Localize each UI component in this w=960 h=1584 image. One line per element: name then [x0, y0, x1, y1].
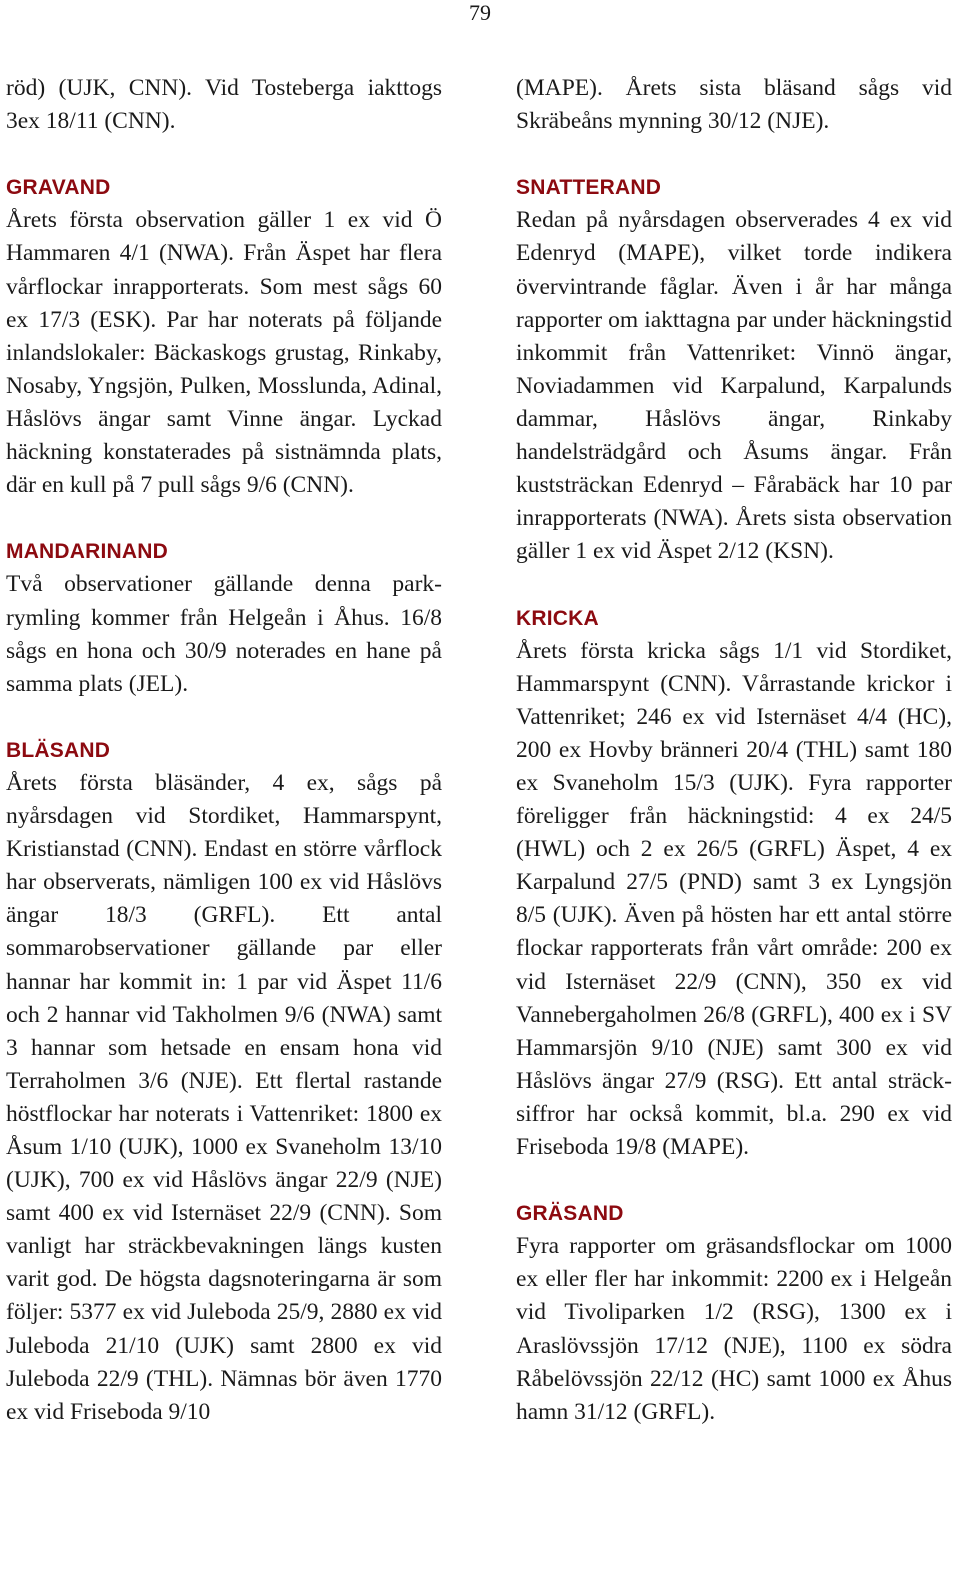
- page-number: 79: [469, 0, 491, 25]
- section-spacer: [6, 502, 442, 535]
- section-spacer: [6, 138, 442, 171]
- section-text-gravand: Årets första observation gäller 1 ex vid Ö Hammaren 4/1 (NWA). Från Äspet har flera vårflockar inrapporterats. Som mest sågs 60 ex 17/3 (ESK). Par har noterats på följande inlandslokaler: Bäckaskogs grustag, Rinkaby, Nosaby, Yngsjön, Pulken, Mosslunda, Adinal, Håslövs ängar samt Vinne ängar. Lyckad häckning konstaterades på sistnämnda plats, där en kull på 7 pull sågs 9/6 (CNN).: [6, 207, 442, 499]
- section-heading-blasand: BLÄSAND: [6, 738, 111, 762]
- section-spacer: [516, 138, 952, 171]
- right-column: [516, 72, 952, 1429]
- right-intro-paragraph: (MAPE). Årets sista bläsand sågs vid Skräbeåns mynning 30/12 (NJE).: [516, 75, 952, 135]
- section-spacer: [516, 1164, 952, 1197]
- section-text-snatterand: Redan på nyårsdagen observerades 4 ex vid Edenryd (MAPE), vilket torde indikera övervintrande fåglar. Även i år har många rapporter om iakttagna par under häckningstid inkommit från Vattenriket: Vinnö ängar, Noviadammen vid Karpalund, Karpalunds dammar, Håslövs ängar, Rinkaby handelsträdgård och Åsums ängar. Från kuststräckan Edenryd – Fårabäck har 10 par inrapporterats (NWA). Årets sista observation gäller 1 ex vid Äspet 2/12 (KSN).: [516, 207, 952, 565]
- section-spacer: [516, 568, 952, 601]
- section-heading-kricka: KRICKA: [516, 606, 599, 630]
- left-intro-paragraph: röd) (UJK, CNN). Vid Tosteberga iakttogs 3ex 18/11 (CNN).: [6, 75, 442, 135]
- section-heading-snatterand: SNATTERAND: [516, 176, 662, 200]
- section-spacer: [6, 701, 442, 734]
- left-column: [6, 72, 442, 1429]
- section-heading-grasand: GRÄSAND: [516, 1202, 624, 1226]
- section-text-mandarinand: Två observationer gällande denna parkrymling kommer från Helgeån i Åhus. 16/8 sågs en hona och 30/9 noterades en hane på samma plats (JEL).: [6, 571, 442, 697]
- section-text-blasand: Årets första bläsänder, 4 ex, sågs på nyårsdagen vid Stordiket, Hammarspynt, Kristianstad (CNN). Endast en större vårflock har observerats, nämligen 100 ex vid Håslövs ängar 18/3 (GRFL). Ett antal sommarobservationer gällande par eller hannar har kommit in: 1 par vid Äspet 11/6 och 2 hannar vid Takholmen 9/6 (NWA) samt 3 hannar som hetsade en ensam hona vid Terraholmen 3/6 (NJE). Ett flertal rastande höstflockar har noterats i Vattenriket: 1800 ex Åsum 1/10 (UJK), 1000 ex Svaneholm 13/10 (UJK), 700 ex vid Håslövs ängar 22/9 (NJE) samt 400 ex vid Isternäset 22/9 (CNN). Som vanligt har sträckbevakningen längs kusten varit god. De högsta dagsnoteringarna är som följer: 5377 ex vid Juleboda 25/9, 2880 ex vid Juleboda 21/10 (UJK) samt 2800 ex vid Juleboda 22/9 (THL). Nämnas bör även 1770 ex vid Friseboda 9/10: [6, 769, 442, 1425]
- section-text-grasand: Fyra rapporter om gräsandsflockar om 1000 ex eller fler har inkommit: 2200 ex i Helgeån vid Tivoliparken 1/2 (RSG), 1300 ex i Araslövssjön 17/12 (NJE), 1100 ex södra Råbelövssjön 22/12 (HC) samt 1000 ex Åhus hamn 31/12 (GRFL).: [516, 1233, 952, 1425]
- section-text-kricka: Årets första kricka sågs 1/1 vid Stordiket, Hammarspynt (CNN). Vårrastande krickor i Vattenriket; 246 ex vid Isternäset 4/4 (HC), 200 ex Hovby bränneri 20/4 (THL) samt 180 ex Svaneholm 15/3 (UJK). Fyra rapporter föreligger från häckningstid: 4 ex 24/5 (HWL) och 2 ex 26/5 (GRFL) Äspet, 4 ex Karpalund 27/5 (PND) samt 3 ex Lyngsjön 8/5 (UJK). Även på hösten har ett antal större flockar rapporterats från vårt område: 200 ex vid Isternäset 22/9 (CNN), 350 ex vid Vannebergaholmen 26/8 (GRFL), 400 ex i SV Hammarsjön 9/10 (NJE) samt 300 ex vid Håslövs ängar 27/9 (RSG). Ett antal sträcksiffror har också kommit, bl.a. 290 ex vid Friseboda 19/8 (MAPE).: [516, 637, 952, 1160]
- section-heading-mandarinand: MANDARINAND: [6, 540, 169, 564]
- section-heading-gravand: GRAVAND: [6, 176, 111, 200]
